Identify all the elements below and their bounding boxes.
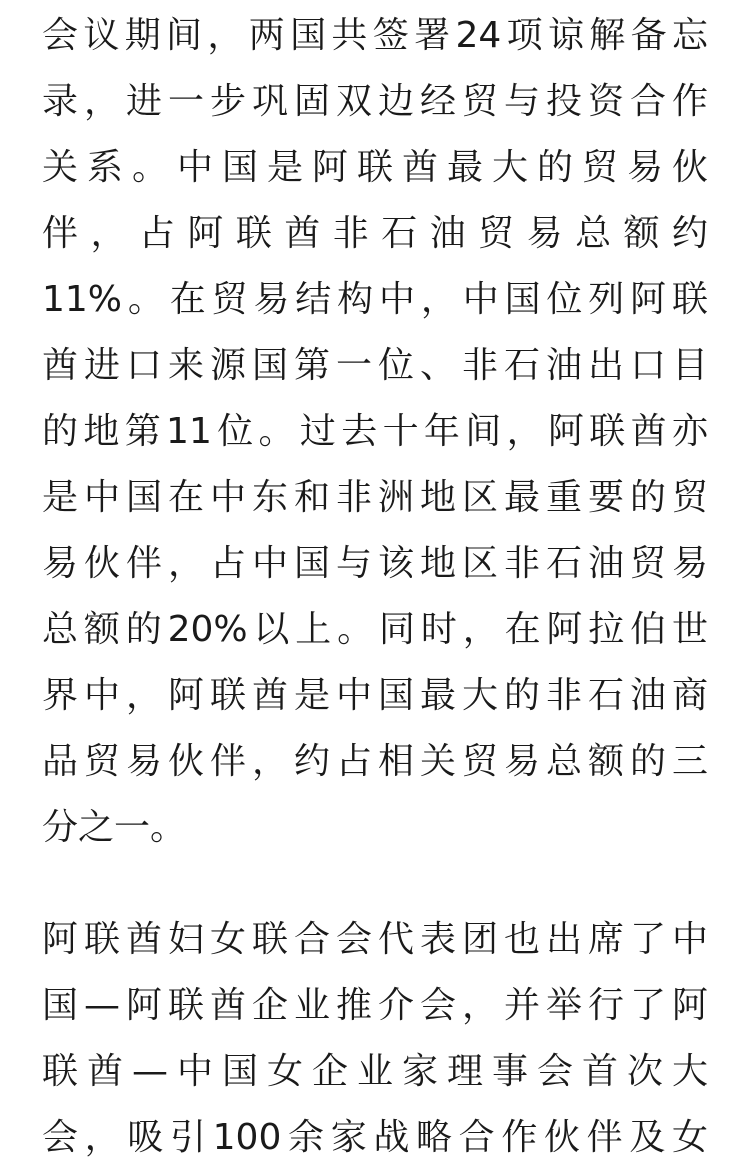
text-line: 分之一。 <box>42 807 187 848</box>
text-line: 是中国在中东和非洲地区最重要的贸 <box>42 477 708 518</box>
text-line: 易伙伴，占中国与该地区非石油贸易 <box>42 543 708 584</box>
text-line: 总额的20%以上。同时，在阿拉伯世 <box>42 609 708 650</box>
text-line: 关系。中国是阿联酋最大的贸易伙 <box>42 147 708 188</box>
text-line: 国—阿联酋企业推介会，并举行了阿 <box>42 985 708 1026</box>
text-line: 的地第11位。过去十年间，阿联酋亦 <box>42 411 708 452</box>
text-line: 伴，占阿联酋非石油贸易总额约 <box>42 213 708 254</box>
text-line: 会，吸引100余家战略合作伙伴及女 <box>42 1117 708 1158</box>
text-line: 联酋—中国女企业家理事会首次大 <box>42 1051 708 1092</box>
text-line: 阿联酋妇女联合会代表团也出席了中 <box>42 919 708 960</box>
text-line: 会议期间，两国共签署24项谅解备忘 <box>42 15 708 56</box>
text-line: 界中，阿联酋是中国最大的非石油商 <box>42 675 708 716</box>
text-line: 酋进口来源国第一位、非石油出口目 <box>42 345 708 386</box>
text-line: 录，进一步巩固双边经贸与投资合作 <box>42 81 708 122</box>
text-line: 品贸易伙伴，约占相关贸易总额的三 <box>42 741 708 782</box>
text-line: 11%。在贸易结构中，中国位列阿联 <box>42 279 708 320</box>
